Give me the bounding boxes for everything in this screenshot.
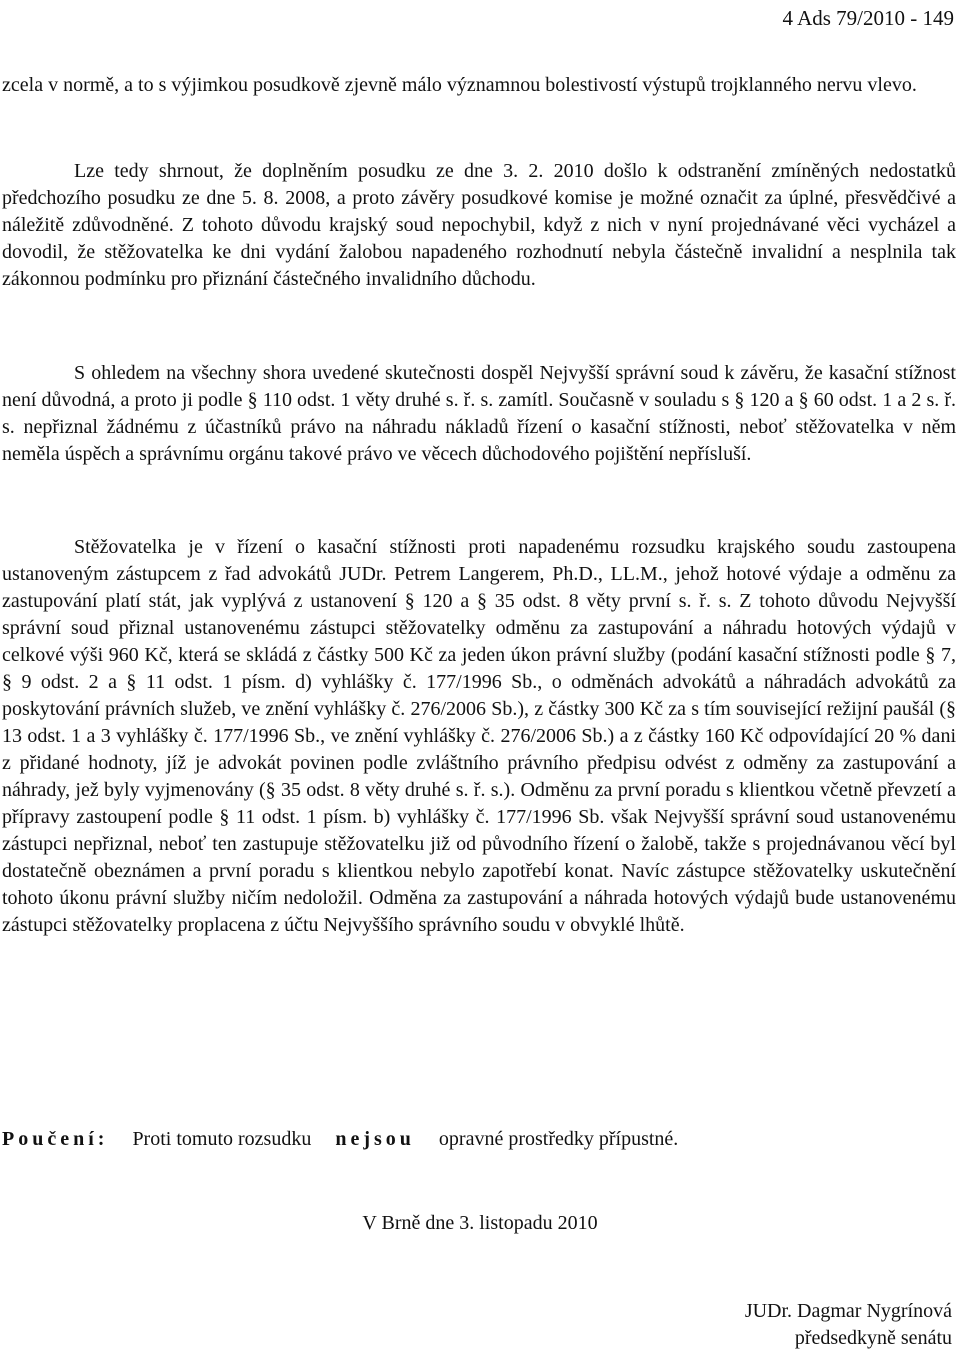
legal-instruction (2, 1128, 678, 1151)
signatory-name: JUDr. Dagmar Nygrínová (744, 1300, 952, 1322)
case-number: 4 Ads 79/2010 - 149 (782, 6, 954, 30)
signature-block (745, 1298, 952, 1352)
instruction-label: Poučení: (2, 1128, 109, 1150)
instruction-text-after: opravné prostředky přípustné. (438, 1128, 679, 1150)
paragraph-costs: Stěžovatelka je v řízení o kasační stížnosti proti napadenému rozsudku krajského soudu zastoupena ustanoveným zástupcem z řad advokátů JUDr. Petrem Langerem, Ph.D., LL.M., jehož hotové výdaje a odměnu za zastupování platí stát, jak vyplývá z ustanovení § 120 a § 35 odst. 8 věty první s. ř. s. Z tohoto důvodu Nejvyšší správní soud přiznal ustanovenému zástupci stěžovatelky odměnu za zastupování a náhradu hotových výdajů v celkové výši 960 Kč, která se skládá z částky 500 Kč za jeden úkon právní služby (podání kasační stížnosti podle § 7, § 9 odst. 2 a § 11 odst. 1 písm. d) vyhlášky č. 177/1996 Sb., o odměnách advokátů a náhradách advokátů za poskytování právních služeb, ve znění vyhlášky č. 276/2006 Sb.), z částky 300 Kč za s tím související režijní paušál (§ 13 odst. 1 a 3 vyhlášky č. 177/1996 Sb., ve znění vyhlášky č. 276/2006 Sb.) a z částky 160 Kč odpovídající 20 % dani z přidané hodnoty, jíž je advokát povinen podle zvláštního právního předpisu odvést z odměny za zastupování a náhrady, jež byly vyjmenovány (§ 35 odst. 8 věty druhé s. ř. s.). Odměnu za první poradu s klientkou včetně převzetí a přípravy zastoupení podle § 11 odst. 1 písm. b) vyhlášky č. 177/1996 Sb. však Nejvyšší správní soud ustanovenému zástupci nepřiznal, neboť ten zastupuje stěžovatelku již od původního řízení o žalobě, takže s projednávanou věcí byl dostatečně obeznámen a první poradu s klientkou nebylo zapotřebí konat. Navíc zástupce stěžovatelky uskutečnění tohoto úkonu právní služby ničím nedoložil. Odměna za zastupování a náhrada hotových výdajů bude ustanovenému zástupci stěžovatelky proplacena z účtu Nejvyššího správního soudu v obvyklé lhůtě. (2, 536, 956, 936)
instruction-text-before: Proti tomuto rozsudku (132, 1128, 312, 1150)
paragraph-decision: S ohledem na všechny shora uvedené skutečnosti dospěl Nejvyšší správní soud k závěru, že kasační stížnost není důvodná, a proto ji podle § 110 odst. 1 věty druhé s. ř. s. zamítl. Současně v souladu s § 120 a § 60 odst. 1 a 2 s. ř. s. nepřiznal žádnému z účastníků právo na náhradu nákladů řízení o kasační stížnosti, neboť stěžovatelka v něm neměla úspěch a správnímu orgánu takové právo ve věcech důchodového pojištění nepřísluší. (2, 362, 956, 465)
signatory-role: předsedkyně senátu (794, 1327, 952, 1349)
paragraph-summary: Lze tedy shrnout, že doplněním posudku ze dne 3. 2. 2010 došlo k odstranění zmíněných nedostatků předchozího posudku ze dne 5. 8. 2008, a proto závěry posudkové komise je možné označit za úplné, přesvědčivé a náležitě zdůvodněné. Z tohoto důvodu krajský soud nepochybil, když z nich v nyní projednávané věci vycházel a dovodil, že stěžovatelka ke dni vydání žalobou napadeného rozhodnutí nebyla částečně invalidní a nesplnila tak zákonnou podmínku pro přiznání částečného invalidního důchodu. (2, 160, 956, 290)
paragraph-continuation: zcela v normě, a to s výjimkou posudkově zjevně málo významnou bolestivostí výstupů trojklanného nervu vlevo. (2, 74, 917, 96)
place-and-date: V Brně dne 3. listopadu 2010 (362, 1212, 598, 1234)
instruction-emphasis: nejsou (335, 1128, 415, 1150)
